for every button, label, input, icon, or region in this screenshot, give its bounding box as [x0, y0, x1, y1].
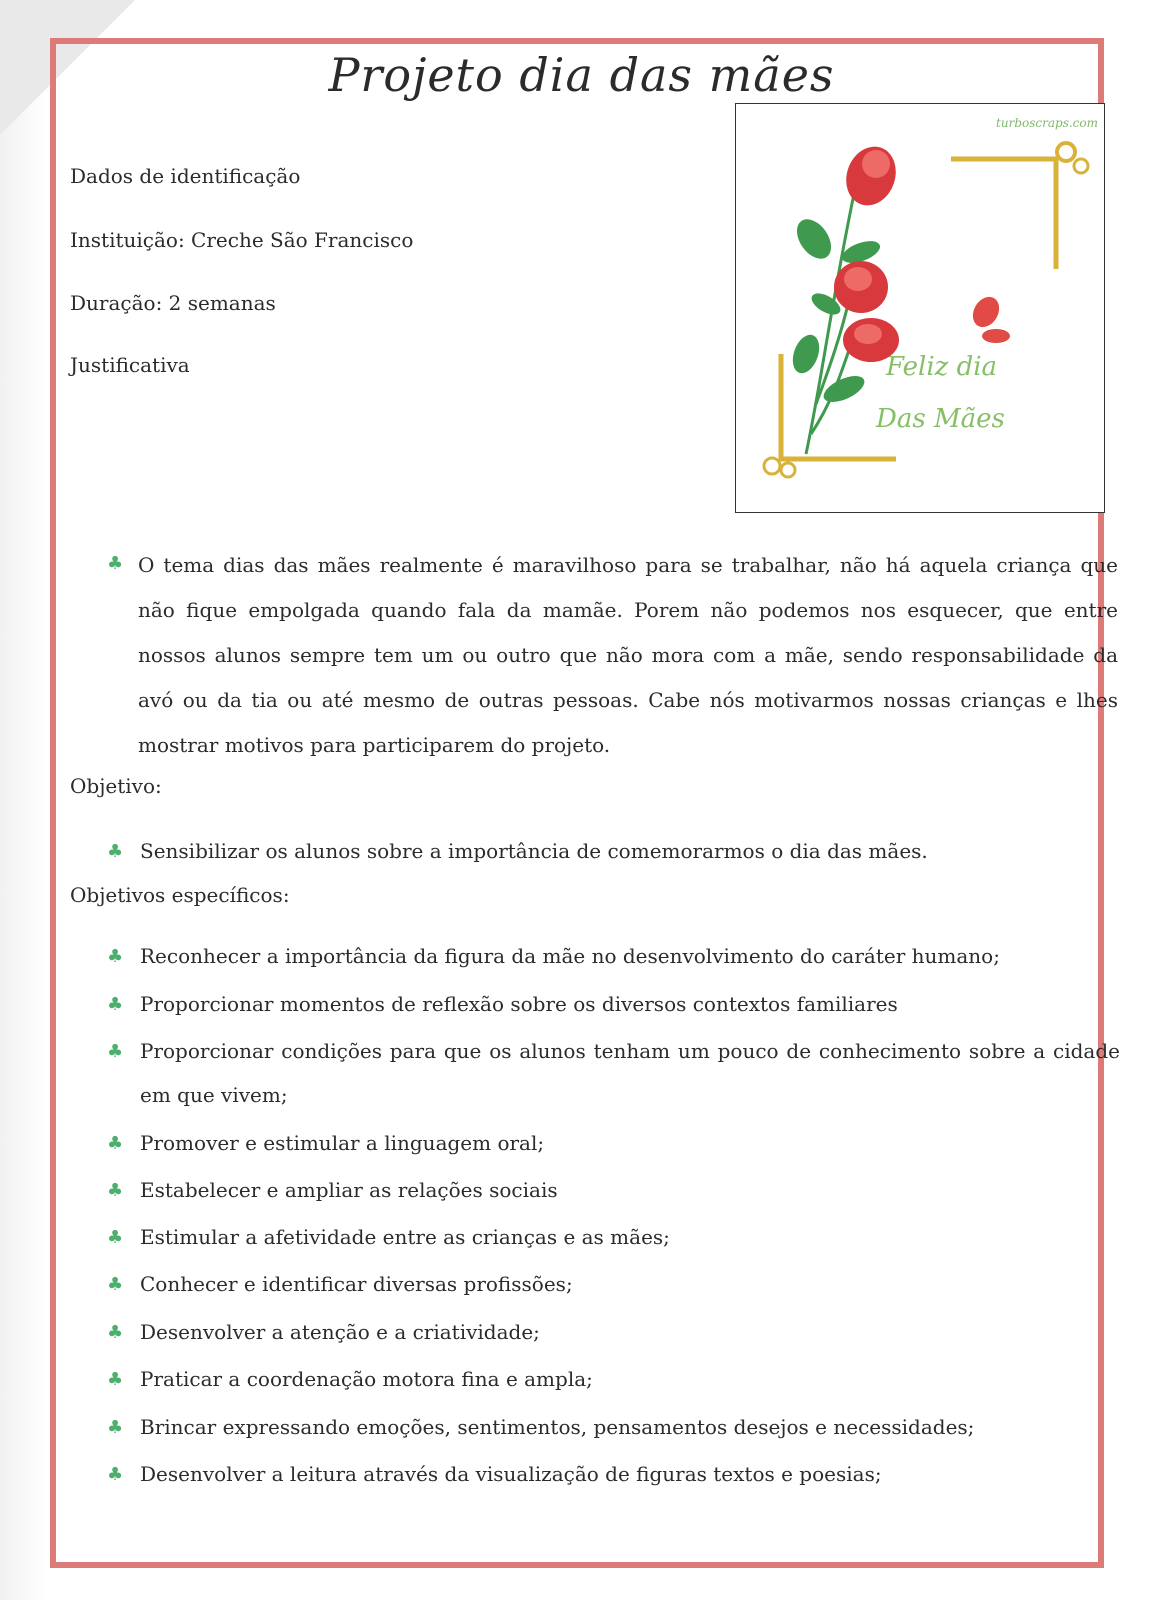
objective-text: Sensibilizar os alunos sobre a importância de comemorarmos o dia das mães.: [140, 839, 928, 863]
club-icon: ♣: [107, 1041, 124, 1062]
club-icon: ♣: [107, 553, 124, 574]
club-icon: ♣: [107, 994, 124, 1015]
mothers-day-card-image: [735, 103, 1105, 513]
specific-objectives-heading: Objetivos específicos:: [70, 883, 290, 907]
specific-objective-item: Estabelecer e ampliar as relações sociais: [140, 1178, 558, 1202]
card-greeting-line1: Feliz dia: [886, 352, 998, 382]
page-title: Projeto dia das mães: [328, 48, 835, 102]
specific-objective-item: Reconhecer a importância da figura da mãe no desenvolvimento do caráter humano;: [140, 944, 1000, 968]
specific-objective-item: Proporcionar momentos de reflexão sobre os diversos contextos familiares: [140, 992, 898, 1016]
club-icon: ♣: [107, 1133, 124, 1154]
scan-shadow: [0, 0, 46, 1600]
institution-field: Instituição: Creche São Francisco: [70, 228, 414, 252]
watermark-text: turboscraps.com: [996, 116, 1098, 130]
specific-objective-item: Praticar a coordenação motora fina e ampla;: [140, 1367, 593, 1391]
club-icon: ♣: [107, 1227, 124, 1248]
specific-objective-item: Promover e estimular a linguagem oral;: [140, 1131, 545, 1155]
club-icon: ♣: [107, 1369, 124, 1390]
specific-objective-item: Brincar expressando emoções, sentimentos, pensamentos desejos e necessidades;: [140, 1415, 975, 1439]
identification-heading: Dados de identificação: [70, 164, 301, 188]
club-icon: ♣: [107, 1417, 124, 1438]
club-icon: ♣: [107, 1322, 124, 1343]
justification-label: Justificativa: [70, 353, 190, 377]
objective-heading: Objetivo:: [70, 774, 162, 798]
duration-field: Duração: 2 semanas: [70, 291, 276, 315]
specific-objective-item: Proporcionar condições para que os alunos tenham um pouco de conhecimento sobre a cidade em que vivem;: [140, 1039, 1120, 1107]
rose-illustration: [736, 104, 1104, 512]
justification-paragraph: O tema dias das mães realmente é maravilhoso para se trabalhar, não há aquela criança que não fique empolgada quando fala da mamãe. Porem não podemos nos esquecer, que entre nossos alunos sempre tem um ou outro que não mora com a mãe, sendo responsabilidade da avó ou da tia ou até mesmo de outras pessoas. Cabe nós motivarmos nossas crianças e lhes mostrar motivos para participarem do projeto.: [138, 553, 1118, 757]
specific-objective-item: Desenvolver a atenção e a criatividade;: [140, 1320, 540, 1344]
specific-objective-item: Estimular a afetividade entre as crianças e as mães;: [140, 1225, 670, 1249]
club-icon: ♣: [107, 1464, 124, 1485]
card-greeting-line2: Das Mães: [876, 404, 1005, 434]
club-icon: ♣: [107, 946, 124, 967]
club-icon: ♣: [107, 1274, 124, 1295]
club-icon: ♣: [107, 841, 124, 862]
club-icon: ♣: [107, 1180, 124, 1201]
specific-objective-item: Conhecer e identificar diversas profissões;: [140, 1272, 573, 1296]
specific-objective-item: Desenvolver a leitura através da visualização de figuras textos e poesias;: [140, 1462, 882, 1486]
